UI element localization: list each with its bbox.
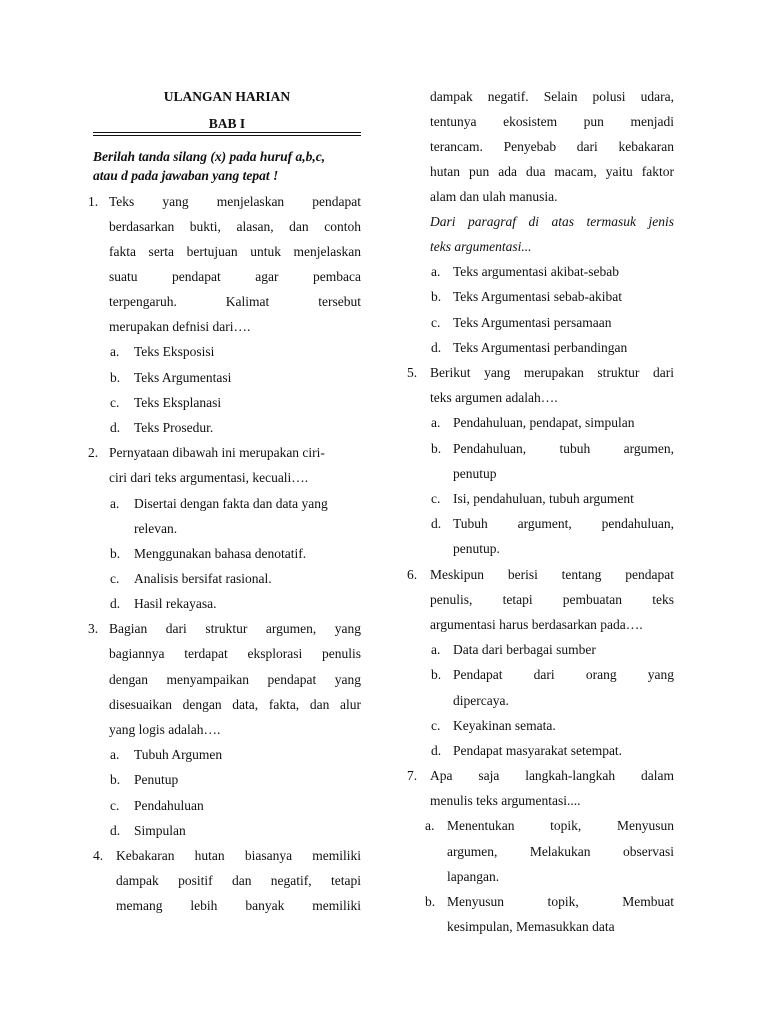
question-text: disesuaikan dengan data, fakta, dan alur (109, 697, 361, 712)
option-text: Teks Eksposisi (134, 344, 215, 359)
question-text: Apa saja langkah-langkah dalam (430, 768, 674, 783)
option-letter: c. (431, 718, 441, 733)
option-letter: b. (425, 894, 436, 909)
question-text: Meskipun berisi tentang pendapat (430, 567, 674, 582)
option-letter: c. (431, 491, 441, 506)
question-text: Teks yang menjelaskan pendapat (109, 194, 361, 209)
option-text: Teks Prosedur. (134, 420, 214, 435)
question-number: 6. (407, 567, 418, 582)
question-prompt: Dari paragraf di atas termasuk jenis (430, 214, 674, 229)
question-number: 5. (407, 365, 418, 380)
question-number: 3. (88, 621, 99, 636)
question-text: Pernyataan dibawah ini merupakan ciri- (109, 445, 325, 460)
question-text: fakta serta bertujuan untuk menjelaskan (109, 244, 361, 259)
question-text: alam dan ulah manusia. (430, 189, 558, 204)
option-letter: a. (425, 818, 435, 833)
option-letter: d. (110, 420, 121, 435)
instruction-line-1: Berilah tanda silang (x) pada huruf a,b,c, (93, 149, 326, 164)
question-text: terpengaruh. Kalimat tersebut (109, 294, 361, 309)
question-text: dengan menyampaikan pendapat yang (109, 672, 361, 687)
question-number: 1. (88, 194, 99, 209)
option-letter: c. (110, 571, 120, 586)
question-text: memang lebih banyak memiliki (116, 898, 361, 913)
question-text: Berikut yang merupakan struktur dari (430, 365, 674, 380)
title-rule-bottom (93, 135, 361, 136)
page-title: ULANGAN HARIAN (163, 89, 291, 104)
option-letter: d. (431, 340, 442, 355)
option-text: Analisis bersifat rasional. (134, 571, 272, 586)
option-text: Tubuh argument, pendahuluan, (453, 516, 674, 531)
question-text: merupakan defnisi dari…. (109, 319, 251, 334)
option-text: Menentukan topik, Menyusun (447, 818, 674, 833)
question-text: berdasarkan bukti, alasan, dan contoh (109, 219, 361, 234)
option-letter: a. (431, 415, 441, 430)
option-text: Pendahuluan (134, 798, 204, 813)
option-text: Teks Eksplanasi (134, 395, 222, 410)
option-text: penutup. (453, 541, 500, 556)
question-number: 7. (407, 768, 418, 783)
option-letter: d. (431, 743, 442, 758)
option-letter: d. (110, 823, 121, 838)
option-text: lapangan. (447, 869, 500, 884)
option-text: Penutup (134, 772, 179, 787)
question-text: hutan pun ada dua macam, yaitu faktor (430, 164, 674, 179)
question-text: penulis, tetapi pembuatan teks (430, 592, 674, 607)
option-letter: b. (110, 546, 121, 561)
option-text: Teks Argumentasi perbandingan (453, 340, 628, 355)
option-text: Data dari berbagai sumber (453, 642, 596, 657)
option-text: penutup (453, 466, 497, 481)
option-text: Isi, pendahuluan, tubuh argument (453, 491, 634, 506)
option-letter: b. (110, 772, 121, 787)
option-text: Simpulan (134, 823, 186, 838)
question-text: bagiannya terdapat eksplorasi penulis (109, 646, 361, 661)
option-text: Disertai dengan fakta dan data yang (134, 496, 328, 511)
question-number: 4. (93, 848, 104, 863)
question-text: teks argumen adalah…. (430, 390, 558, 405)
option-letter: a. (431, 264, 441, 279)
chapter-title: BAB I (208, 116, 246, 131)
option-letter: c. (431, 315, 441, 330)
option-text: argumen, Melakukan observasi (447, 844, 674, 859)
question-number: 2. (88, 445, 99, 460)
option-text: dipercaya. (453, 693, 509, 708)
question-text: Bagian dari struktur argumen, yang (109, 621, 361, 636)
option-text: Pendahuluan, pendapat, simpulan (453, 415, 635, 430)
option-letter: d. (431, 516, 442, 531)
option-text: Hasil rekayasa. (134, 596, 217, 611)
option-text: Teks Argumentasi sebab-akibat (453, 289, 623, 304)
option-letter: c. (110, 395, 120, 410)
option-text: relevan. (134, 521, 178, 536)
option-letter: b. (431, 441, 442, 456)
question-prompt: teks argumentasi... (430, 239, 532, 254)
option-letter: b. (431, 289, 442, 304)
option-text: Teks Argumentasi persamaan (453, 315, 612, 330)
question-text: dampak positif dan negatif, tetapi (116, 873, 361, 888)
question-text: tentunya ekosistem pun menjadi (430, 114, 674, 129)
option-letter: c. (110, 798, 120, 813)
option-text: kesimpulan, Memasukkan data (447, 919, 615, 934)
question-text: menulis teks argumentasi.... (430, 793, 581, 808)
title-rule-top (93, 132, 361, 133)
option-text: Pendahuluan, tubuh argumen, (453, 441, 674, 456)
option-letter: a. (110, 496, 120, 511)
option-text: Menyusun topik, Membuat (447, 894, 674, 909)
option-letter: d. (110, 596, 121, 611)
option-text: Pendapat masyarakat setempat. (453, 743, 623, 758)
question-text: dampak negatif. Selain polusi udara, (430, 89, 674, 104)
instruction-line-2: atau d pada jawaban yang tepat ! (93, 168, 279, 183)
option-letter: b. (110, 370, 121, 385)
question-text: yang logis adalah…. (109, 722, 221, 737)
option-text: Teks Argumentasi (134, 370, 232, 385)
option-text: Menggunakan bahasa denotatif. (134, 546, 307, 561)
question-text: terancam. Penyebab dari kebakaran (430, 139, 674, 154)
option-letter: a. (110, 344, 120, 359)
option-text: Teks argumentasi akibat-sebab (453, 264, 620, 279)
question-text: ciri dari teks argumentasi, kecuali…. (109, 470, 309, 485)
question-text: suatu pendapat agar pembaca (109, 269, 361, 284)
option-letter: a. (431, 642, 441, 657)
option-text: Pendapat dari orang yang (453, 667, 674, 682)
option-letter: a. (110, 747, 120, 762)
question-text: argumentasi harus berdasarkan pada…. (430, 617, 643, 632)
option-text: Keyakinan semata. (453, 718, 556, 733)
question-text: Kebakaran hutan biasanya memiliki (116, 848, 361, 863)
option-letter: b. (431, 667, 442, 682)
option-text: Tubuh Argumen (134, 747, 223, 762)
